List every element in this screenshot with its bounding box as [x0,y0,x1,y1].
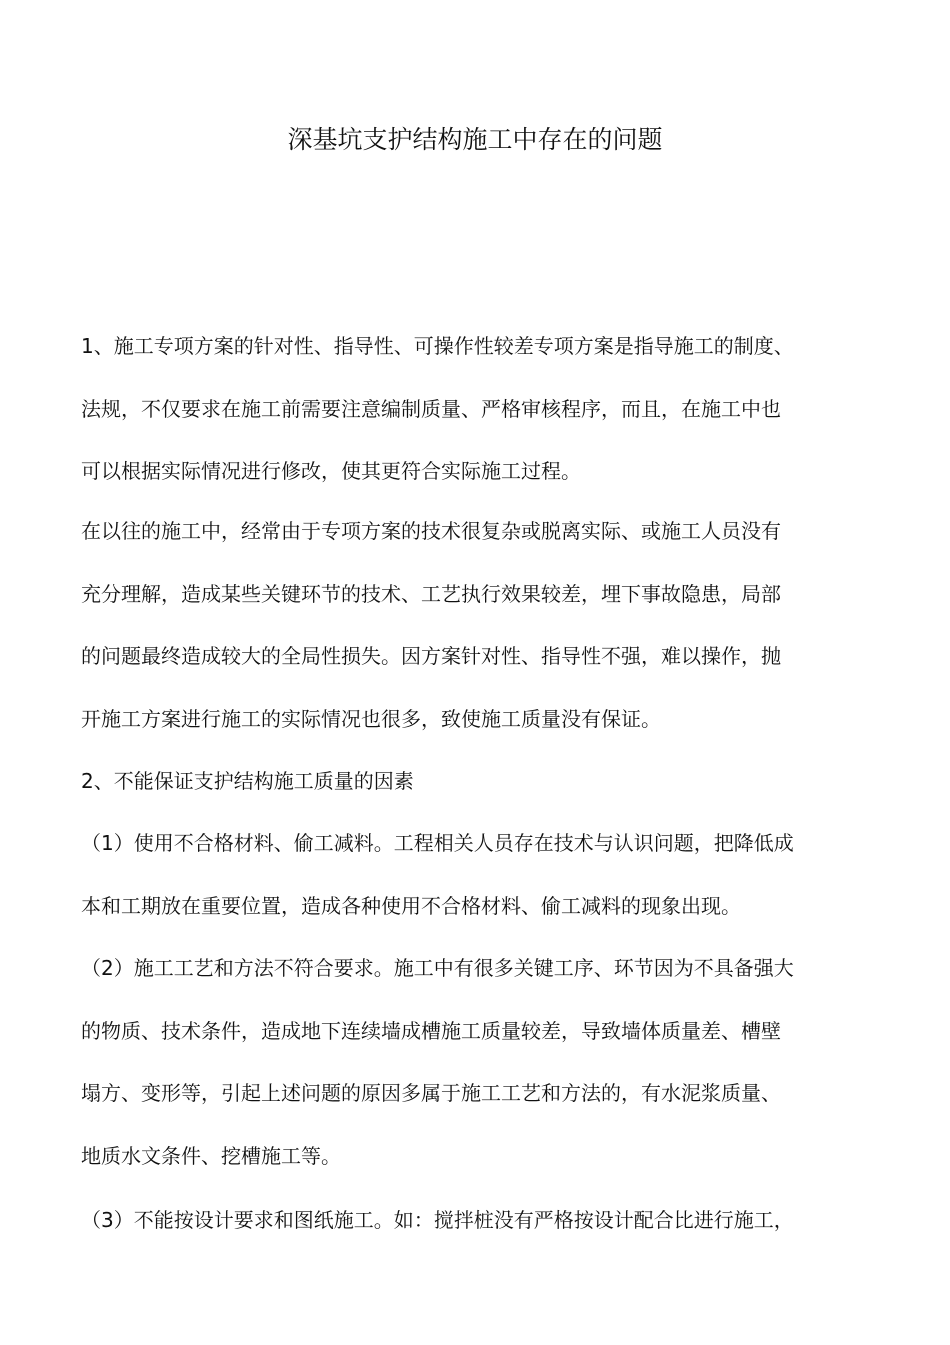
paragraph-line: 开施工方案进行施工的实际情况也很多，致使施工质量没有保证。 [81,707,661,731]
paragraph-line: （1）使用不合格材料、偷工减料。工程相关人员存在技术与认识问题，把降低成 [81,831,794,855]
paragraph-line: 的物质、技术条件，造成地下连续墙成槽施工质量较差，导致墙体质量差、槽壁 [81,1019,781,1043]
paragraph-line: 法规，不仅要求在施工前需要注意编制质量、严格审核程序，而且，在施工中也 [81,397,781,421]
paragraph-line: 充分理解，造成某些关键环节的技术、工艺执行效果较差，埋下事故隐患，局部 [81,582,781,606]
section-heading: 2、不能保证支护结构施工质量的因素 [81,769,414,793]
paragraph-line: 地质水文条件、挖槽施工等。 [81,1144,341,1168]
paragraph-line: 1、施工专项方案的针对性、指导性、可操作性较差专项方案是指导施工的制度、 [81,334,794,358]
paragraph-line: 的问题最终造成较大的全局性损失。因方案针对性、指导性不强，难以操作，抛 [81,644,781,668]
paragraph-line: （3）不能按设计要求和图纸施工。如：搅拌桩没有严格按设计配合比进行施工， [81,1208,794,1232]
paragraph-line: 塌方、变形等，引起上述问题的原因多属于施工工艺和方法的，有水泥浆质量、 [81,1081,781,1105]
paragraph-line: 在以往的施工中，经常由于专项方案的技术很复杂或脱离实际、或施工人员没有 [81,519,781,543]
document-title: 深基坑支护结构施工中存在的问题 [287,125,663,154]
paragraph-line: 可以根据实际情况进行修改，使其更符合实际施工过程。 [81,459,581,483]
paragraph-line: （2）施工工艺和方法不符合要求。施工中有很多关键工序、环节因为不具备强大 [81,956,794,980]
paragraph-line: 本和工期放在重要位置，造成各种使用不合格材料、偷工减料的现象出现。 [81,894,741,918]
